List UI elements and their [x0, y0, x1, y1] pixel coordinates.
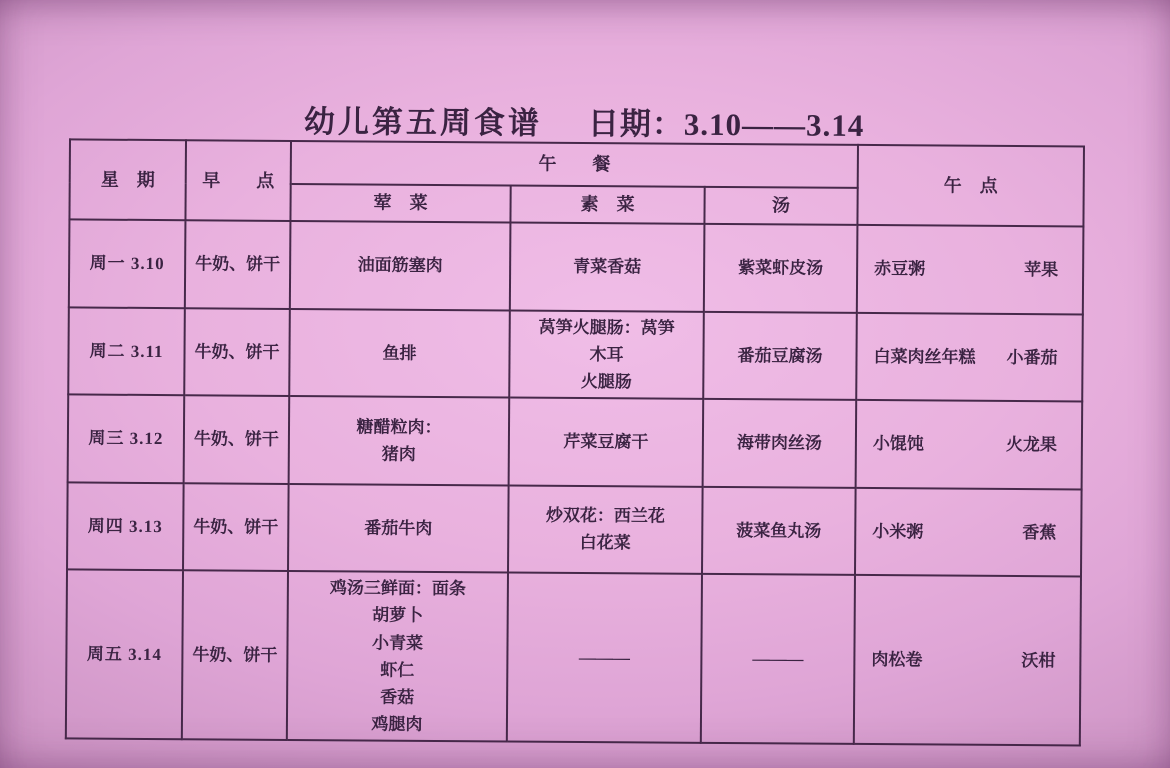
snack-item: 肉松卷: [871, 650, 923, 670]
snack-fruit: 香蕉: [1022, 522, 1057, 543]
header-soup: 汤: [704, 187, 857, 225]
lunch-soup-cell: ———: [701, 574, 855, 744]
snack-fruit: 小番茄: [1006, 347, 1058, 368]
lunch-soup-cell: 海带肉丝汤: [703, 399, 857, 488]
snack-fruit: 火龙果: [1005, 435, 1057, 455]
menu-title-text: 幼儿第五周食谱: [303, 104, 543, 141]
lunch-meat-cell: 油面筋塞肉: [290, 221, 511, 310]
day-cell: 周三 3.12: [68, 395, 185, 483]
snack-wrap: [859, 646, 1075, 675]
table-row-friday: [66, 570, 1081, 746]
snack-wrap: [860, 518, 1076, 547]
lunch-vegetable-cell: 炒双花：西兰花 白花菜: [508, 485, 703, 574]
menu-date-text: 日期：3.10——3.14: [587, 106, 865, 143]
snack-fruit: 沃柑: [1021, 651, 1056, 671]
snack-cell: [854, 575, 1081, 746]
lunch-meat-cell: 番茄牛肉: [288, 484, 509, 573]
table-row-monday: [69, 219, 1084, 314]
snack-item: 小馄饨: [872, 434, 924, 454]
breakfast-cell: 牛奶、饼干: [185, 220, 291, 308]
snack-item: 白菜肉丝年糕: [873, 346, 976, 367]
snack-item: 小米粥: [872, 521, 924, 542]
snack-cell: [855, 488, 1082, 577]
breakfast-cell: 牛奶、饼干: [182, 570, 288, 740]
header-afternoon-snack: 午 点: [857, 145, 1084, 227]
snack-wrap: [862, 255, 1078, 284]
snack-wrap: [861, 343, 1077, 372]
snack-cell: [856, 312, 1083, 401]
snack-fruit: 苹果: [1024, 260, 1059, 280]
breakfast-cell: 牛奶、饼干: [183, 483, 289, 571]
day-cell: 周一 3.10: [69, 219, 186, 307]
day-cell: 周四 3.13: [67, 482, 184, 570]
day-cell: 周二 3.11: [68, 307, 185, 395]
lunch-soup-cell: 菠菜鱼丸汤: [702, 487, 856, 576]
lunch-soup-cell: 番茄豆腐汤: [703, 311, 857, 400]
table-row-tuesday: [68, 307, 1083, 402]
snack-wrap: [861, 430, 1077, 459]
lunch-vegetable-cell: 莴笋火腿肠：莴笋 木耳 火腿肠: [509, 310, 704, 399]
header-breakfast: 早 点: [185, 140, 291, 221]
header-lunch: 午 餐: [291, 141, 858, 188]
snack-item: 赤豆粥: [874, 259, 926, 279]
lunch-vegetable-cell: 芹菜豆腐干: [509, 398, 704, 487]
lunch-meat-cell: 鱼排: [289, 309, 510, 398]
breakfast-cell: 牛奶、饼干: [184, 308, 290, 396]
lunch-meat-cell: 糖醋粒肉： 猪肉: [289, 396, 510, 485]
header-meat-dish: 荤 菜: [290, 184, 510, 223]
header-vegetable-dish: 素 菜: [510, 185, 704, 223]
table-row-thursday: [67, 482, 1082, 577]
lunch-meat-cell: 鸡汤三鲜面：面条 胡萝卜 小青菜 虾仁 香菇 鸡腿肉: [287, 571, 508, 742]
header-row-1: [70, 139, 1084, 189]
day-cell: 周五 3.14: [66, 570, 183, 740]
breakfast-cell: 牛奶、饼干: [184, 395, 290, 483]
snack-cell: [856, 400, 1083, 489]
table-row-wednesday: [68, 395, 1083, 490]
snack-cell: [857, 225, 1084, 314]
lunch-vegetable-cell: 青菜香菇: [510, 222, 705, 311]
lunch-soup-cell: 紫菜虾皮汤: [704, 224, 858, 313]
weekly-menu-table: [65, 138, 1085, 746]
lunch-vegetable-cell: ———: [507, 573, 702, 743]
header-week: 星 期: [69, 139, 186, 220]
